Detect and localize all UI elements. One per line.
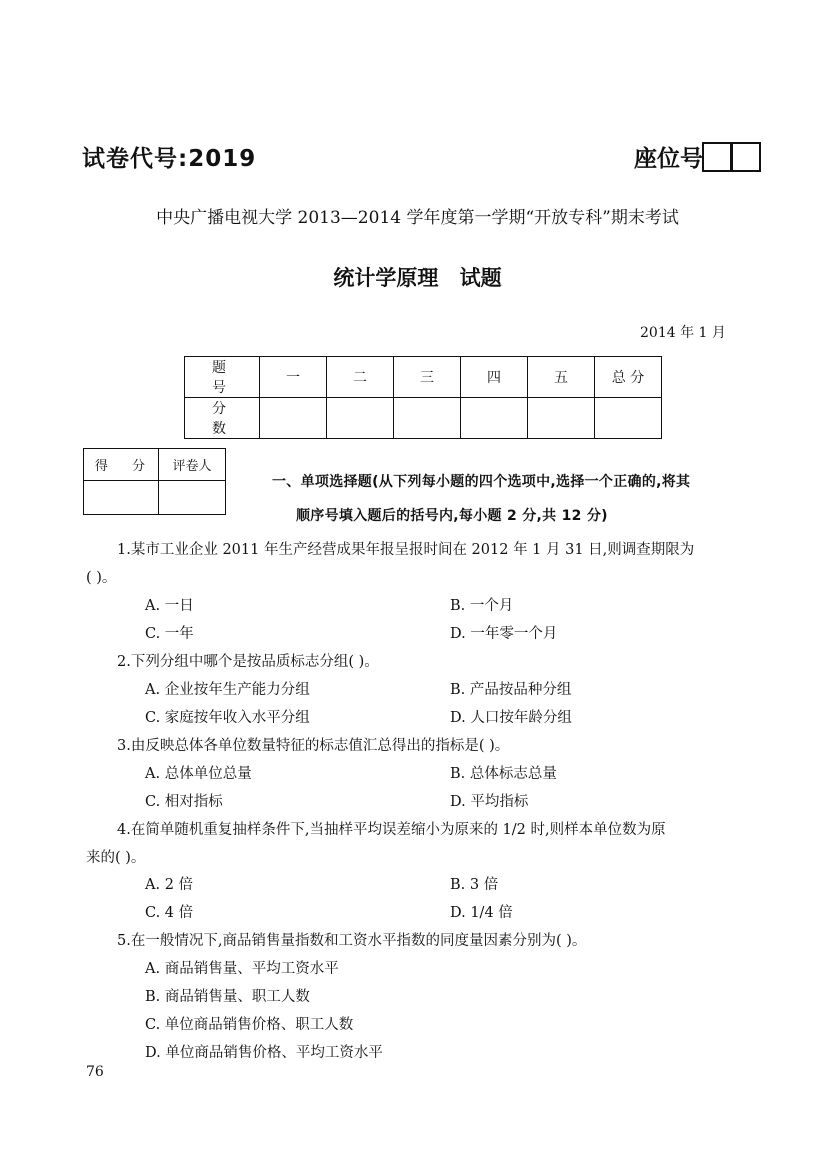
option-5a: A. 商品销售量、平均工资水平 bbox=[145, 961, 339, 977]
option-3c: C. 相对指标 bbox=[145, 794, 223, 810]
exam-date: 2014 年 1 月 bbox=[640, 325, 726, 341]
seat-box bbox=[702, 142, 732, 172]
score-input-cell[interactable] bbox=[260, 398, 327, 439]
score-input-cell[interactable] bbox=[327, 398, 394, 439]
option-5b: B. 商品销售量、职工人数 bbox=[145, 989, 310, 1005]
score-table-header-row bbox=[185, 357, 662, 398]
page-number: 76 bbox=[86, 1064, 104, 1080]
option-4a: A. 2 倍 bbox=[145, 877, 194, 893]
option-3d: D. 平均指标 bbox=[450, 794, 529, 810]
section-heading: 一、单项选择题(从下列每小题的四个选项中,选择一个正确的,将其 bbox=[272, 474, 691, 490]
score-cell: 一 bbox=[260, 357, 327, 398]
seat-number bbox=[634, 140, 761, 173]
option-5d: D. 单位商品销售价格、平均工资水平 bbox=[145, 1045, 383, 1061]
score-cell: 分 数 bbox=[185, 398, 260, 439]
option-2b: B. 产品按品种分组 bbox=[450, 682, 572, 698]
score-cell: 题 号 bbox=[185, 357, 260, 398]
option-4d: D. 1/4 倍 bbox=[450, 905, 513, 921]
grader-header: 评卷人 bbox=[159, 449, 226, 481]
option-4b: B. 3 倍 bbox=[450, 877, 499, 893]
score-input-cell[interactable] bbox=[595, 398, 662, 439]
grader-input-cell[interactable] bbox=[84, 481, 159, 515]
option-1d: D. 一年零一个月 bbox=[450, 626, 558, 642]
grader-table bbox=[83, 448, 226, 515]
score-cell: 四 bbox=[461, 357, 528, 398]
score-cell: 总 分 bbox=[595, 357, 662, 398]
score-input-cell[interactable] bbox=[528, 398, 595, 439]
option-5c: C. 单位商品销售价格、职工人数 bbox=[145, 1017, 354, 1033]
option-1c: C. 一年 bbox=[145, 626, 194, 642]
score-cell: 二 bbox=[327, 357, 394, 398]
option-4c: C. 4 倍 bbox=[145, 905, 194, 921]
exam-code: 试卷代号:2019 bbox=[82, 146, 257, 172]
question-4: 4.在简单随机重复抽样条件下,当抽样平均误差缩小为原来的 1/2 时,则样本单位数为原 bbox=[117, 822, 666, 838]
option-3b: B. 总体标志总量 bbox=[450, 766, 557, 782]
question-2: 2.下列分组中哪个是按品质标志分组( )。 bbox=[117, 654, 379, 670]
seat-label: 座位号 bbox=[634, 146, 703, 172]
exam-title: 中央广播电视大学 2013—2014 学年度第一学期“开放专科”期末考试 bbox=[156, 208, 679, 228]
score-table-score-row bbox=[185, 398, 662, 439]
option-2c: C. 家庭按年收入水平分组 bbox=[145, 710, 310, 726]
seat-box bbox=[731, 142, 761, 172]
score-input-cell[interactable] bbox=[461, 398, 528, 439]
score-cell: 三 bbox=[394, 357, 461, 398]
question-3: 3.由反映总体各单位数量特征的标志值汇总得出的指标是( )。 bbox=[117, 738, 510, 754]
score-cell: 五 bbox=[528, 357, 595, 398]
score-input-cell[interactable] bbox=[394, 398, 461, 439]
grader-header: 得 分 bbox=[84, 449, 159, 481]
question-1: 1.某市工业企业 2011 年生产经营成果年报呈报时间在 2012 年 1 月 31 日,则调查期限为 bbox=[117, 542, 695, 558]
option-1b: B. 一个月 bbox=[450, 598, 514, 614]
section-heading-cont: 顺序号填入题后的括号内,每小题 2 分,共 12 分) bbox=[296, 508, 608, 524]
option-2a: A. 企业按年生产能力分组 bbox=[145, 682, 310, 698]
grader-input-cell[interactable] bbox=[159, 481, 226, 515]
option-1a: A. 一日 bbox=[145, 598, 194, 614]
option-3a: A. 总体单位总量 bbox=[145, 766, 252, 782]
score-table bbox=[184, 356, 662, 439]
question-1-cont: ( )。 bbox=[86, 570, 117, 586]
question-5: 5.在一般情况下,商品销售量指数和工资水平指数的同度量因素分别为( )。 bbox=[117, 933, 587, 949]
option-2d: D. 人口按年龄分组 bbox=[450, 710, 572, 726]
question-4-cont: 来的( )。 bbox=[86, 850, 146, 866]
subject-title: 统计学原理 试题 bbox=[333, 266, 502, 290]
